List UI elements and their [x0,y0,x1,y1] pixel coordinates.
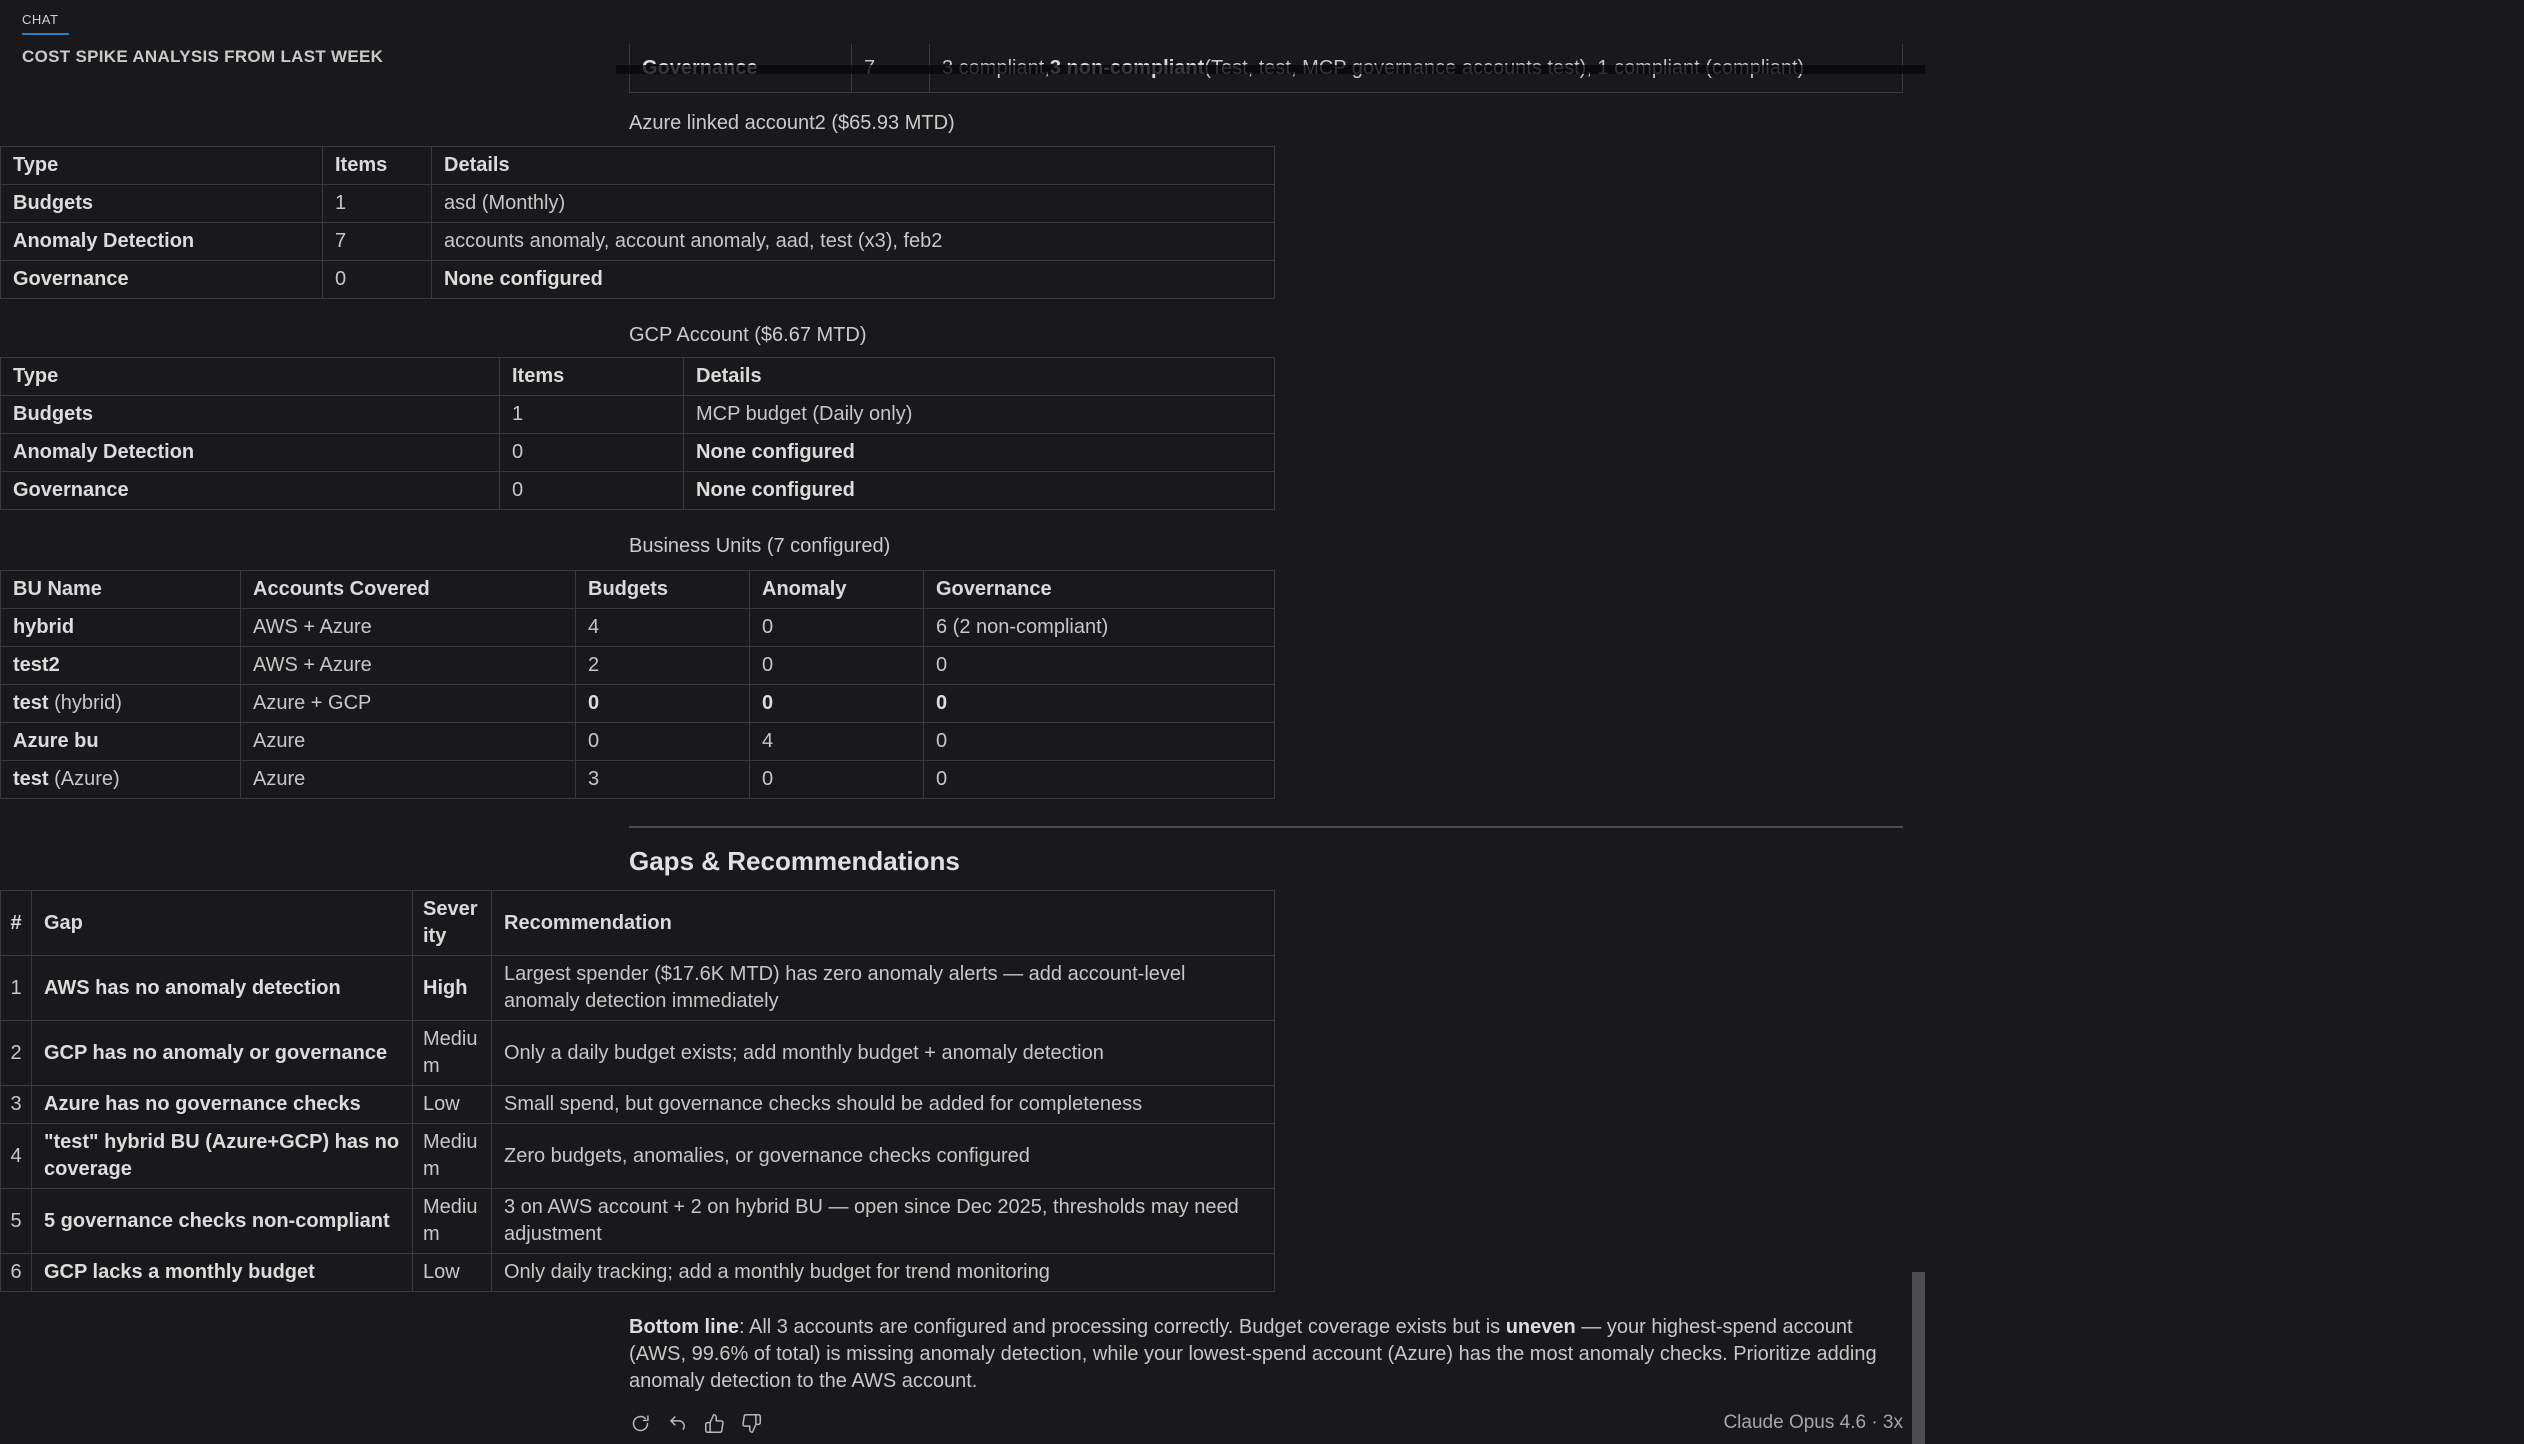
text: 5 [10,1209,22,1232]
table-cell [1,1086,32,1124]
table-row [1,223,1275,261]
text: AWS + Azure [253,654,372,676]
table-cell [1,261,323,299]
text: Azure [253,768,306,790]
table-cell [1,472,500,510]
text: (Azure) [48,768,120,790]
column-header: Severity [413,891,492,956]
table-cell [750,761,924,799]
table-cell [492,1086,1275,1124]
text: 7 [335,230,347,252]
table-cell [1,1254,32,1292]
business-units-table [0,570,1275,799]
table-cell [1,434,500,472]
section-divider [629,826,1903,828]
column-header: Details [684,358,1275,396]
bold-text: test [13,692,49,714]
table-row [1,761,1275,799]
bold-text: "test" hybrid BU (Azure+GCP) has no coverage [44,1131,400,1180]
text: Medium [423,1131,478,1180]
text: AWS + Azure [253,616,372,638]
table-row [1,956,1275,1021]
azure-account-table [0,146,1275,299]
table-row [1,185,1275,223]
bold-text: Anomaly Detection [13,230,195,252]
table-header-row [1,571,1275,609]
column-header: BU Name [1,571,241,609]
text: 0 [762,616,774,638]
column-header: Budgets [576,571,750,609]
column-header: Details [432,147,1275,185]
text: MCP budget (Daily only) [696,403,913,425]
bold-text: uneven [1505,1316,1576,1338]
table-cell [684,434,1275,472]
table-cell [576,647,750,685]
table-cell [241,647,576,685]
table-cell [32,1254,413,1292]
table-cell [1,956,32,1021]
table-row [1,396,1275,434]
table-cell [1,647,241,685]
text: 6 (2 non-compliant) [936,616,1109,638]
bold-text: None configured [696,479,855,501]
table-cell [432,223,1275,261]
table-cell [1,685,241,723]
table-cell [32,1021,413,1086]
text: Low [423,1261,460,1283]
table-cell [1,723,241,761]
bold-text: None configured [696,441,855,463]
bold-text: Governance [13,479,129,501]
table-cell [492,1021,1275,1086]
column-header: Items [323,147,432,185]
table-cell [924,723,1275,761]
table-cell [241,609,576,647]
column-header: Accounts Covered [241,571,576,609]
table-cell [32,1086,413,1124]
table-cell [1,396,500,434]
table-cell [924,761,1275,799]
column-header: Governance [924,571,1275,609]
thumbs-up-icon[interactable] [703,1412,725,1434]
text: (hybrid) [48,692,122,714]
table-cell [413,1124,492,1189]
table-cell [1,1124,32,1189]
bold-text: hybrid [13,616,75,638]
text: 0 [512,479,524,501]
table-cell [750,609,924,647]
bold-text: None configured [444,268,603,290]
text: : All 3 accounts are configured and processing correctly. Budget coverage exists but is [739,1316,1506,1338]
table-cell [241,723,576,761]
table-cell [500,396,684,434]
text: 2 [588,654,600,676]
bold-text: Anomaly Detection [13,441,195,463]
table-cell [241,685,576,723]
undo-icon[interactable] [666,1412,688,1434]
tab-chat[interactable]: CHAT [22,12,59,27]
table-cell [750,723,924,761]
text: asd (Monthly) [444,192,566,214]
bold-text: 0 [588,692,600,714]
message-actions-row [629,1410,1903,1436]
text: Only daily tracking; add a monthly budget for trend monitoring [504,1261,1050,1283]
table-cell [32,1189,413,1254]
table-cell [413,1021,492,1086]
table-cell [492,1254,1275,1292]
bold-text: Governance [13,268,129,290]
table-cell [576,723,750,761]
table-cell [924,685,1275,723]
table-row [1,723,1275,761]
bold-text: Bottom line [629,1316,739,1338]
text: Largest spender ($17.6K MTD) has zero anomaly alerts — add account-level anomaly detection immediately [504,963,1186,1012]
text: Small spend, but governance checks should be added for completeness [504,1093,1143,1115]
regenerate-icon[interactable] [629,1412,651,1434]
table-cell [492,956,1275,1021]
bold-text: 0 [936,692,948,714]
column-header: # [1,891,32,956]
table-row [1,1021,1275,1086]
table-cell [1,1189,32,1254]
bold-text: Azure bu [13,730,99,752]
text: 3 [588,768,600,790]
table-cell [500,472,684,510]
table-cell [684,472,1275,510]
gcp-account-section-title: GCP Account ($6.67 MTD) [629,324,867,346]
table-row [1,1254,1275,1292]
table-cell [432,185,1275,223]
column-header: Recommendation [492,891,1275,956]
column-header: Type [1,147,323,185]
text: 1 [335,192,347,214]
text: 0 [762,768,774,790]
text: Azure + GCP [253,692,372,714]
table-cell [576,609,750,647]
table-cell [413,956,492,1021]
table-cell [1,761,241,799]
column-header: Gap [32,891,413,956]
table-cell [500,434,684,472]
text: — your highest-spend account (AWS, 99.6% of total) is missing anomaly detection, while your lowest-spend account (Azure) has the most anomaly checks. Prioritize adding anomaly detection to the AWS account. [629,1316,1877,1392]
table-cell [492,1124,1275,1189]
vertical-scrollbar-thumb[interactable] [1912,1272,1925,1444]
text: Only a daily budget exists; add monthly budget + anomaly detection [504,1041,1104,1064]
column-header: Type [1,358,500,396]
text: 2 [10,1041,22,1064]
table-cell [750,685,924,723]
bold-text: AWS has no anomaly detection [44,976,341,999]
table-cell [32,1124,413,1189]
bold-text: Budgets [13,403,93,425]
text: 0 [512,441,524,463]
text: 3 on AWS account + 2 on hybrid BU — open since Dec 2025, thresholds may need adjustment [504,1196,1239,1245]
table-cell [576,685,750,723]
table-cell [1,609,241,647]
text: Low [423,1093,460,1115]
table-row [1,261,1275,299]
table-row [1,685,1275,723]
text: 3 [10,1093,22,1115]
text: 0 [762,654,774,676]
table-cell [413,1189,492,1254]
table-cell [241,761,576,799]
text: Medium [423,1196,478,1245]
text: 1 [10,976,22,999]
table-cell [1,1021,32,1086]
text: 0 [936,654,948,676]
table-cell [432,261,1275,299]
text: accounts anomaly, account anomaly, aad, test (x3), feb2 [444,230,943,252]
table-cell [492,1189,1275,1254]
table-cell [1,223,323,261]
bold-text: GCP has no anomaly or governance [44,1041,388,1064]
model-badge: Claude Opus 4.6 · 3x [1723,1412,1903,1433]
table-row [1,609,1275,647]
text: Medium [423,1028,478,1077]
table-cell [413,1254,492,1292]
table-cell [576,761,750,799]
table-cell [323,185,432,223]
bold-text: test2 [13,654,60,676]
table-cell [32,956,413,1021]
table-header-row [1,358,1275,396]
table-cell [1,185,323,223]
bottom-line-paragraph [629,1314,1903,1395]
bold-text: Azure has no governance checks [44,1093,361,1115]
text: 0 [936,768,948,790]
scroll-clip-shadow [616,65,1925,74]
conversation-history-item[interactable]: COST SPIKE ANALYSIS FROM LAST WEEK [22,47,384,66]
table-row [1,647,1275,685]
table-row [1,1086,1275,1124]
bold-text: 5 governance checks non-compliant [44,1209,390,1232]
table-row [1,1189,1275,1254]
table-row [1,434,1275,472]
gcp-account-table [0,357,1275,510]
bold-text: test [13,768,49,790]
bold-text: GCP lacks a monthly budget [44,1261,315,1283]
text: 6 [10,1261,22,1283]
column-header: Items [500,358,684,396]
text: Azure [253,730,306,752]
table-header-row [1,147,1275,185]
azure-account-section-title: Azure linked account2 ($65.93 MTD) [629,112,955,134]
table-cell [684,396,1275,434]
table-cell [924,647,1275,685]
text: 4 [10,1144,22,1167]
thumbs-down-icon[interactable] [740,1412,762,1434]
business-units-section-title: Business Units (7 configured) [629,535,891,557]
table-cell [924,609,1275,647]
bold-text: Budgets [13,192,93,214]
text: 0 [936,730,948,752]
bold-text: 0 [762,692,774,714]
table-row [1,472,1275,510]
text: 4 [588,616,600,638]
table-cell [323,223,432,261]
tab-chat-active-underline [22,33,69,35]
table-cell [750,647,924,685]
text: 1 [512,403,524,425]
text: Zero budgets, anomalies, or governance checks configured [504,1144,1030,1167]
gaps-recommendations-heading: Gaps & Recommendations [629,846,960,876]
table-row [1,1124,1275,1189]
gaps-recommendations-table [0,890,1275,1292]
table-cell [323,261,432,299]
column-header: Anomaly [750,571,924,609]
table-cell [413,1086,492,1124]
table-header-row [1,891,1275,956]
bold-text: High [423,976,468,999]
text: 4 [762,730,774,752]
text: 0 [335,268,347,290]
text: 0 [588,730,600,752]
